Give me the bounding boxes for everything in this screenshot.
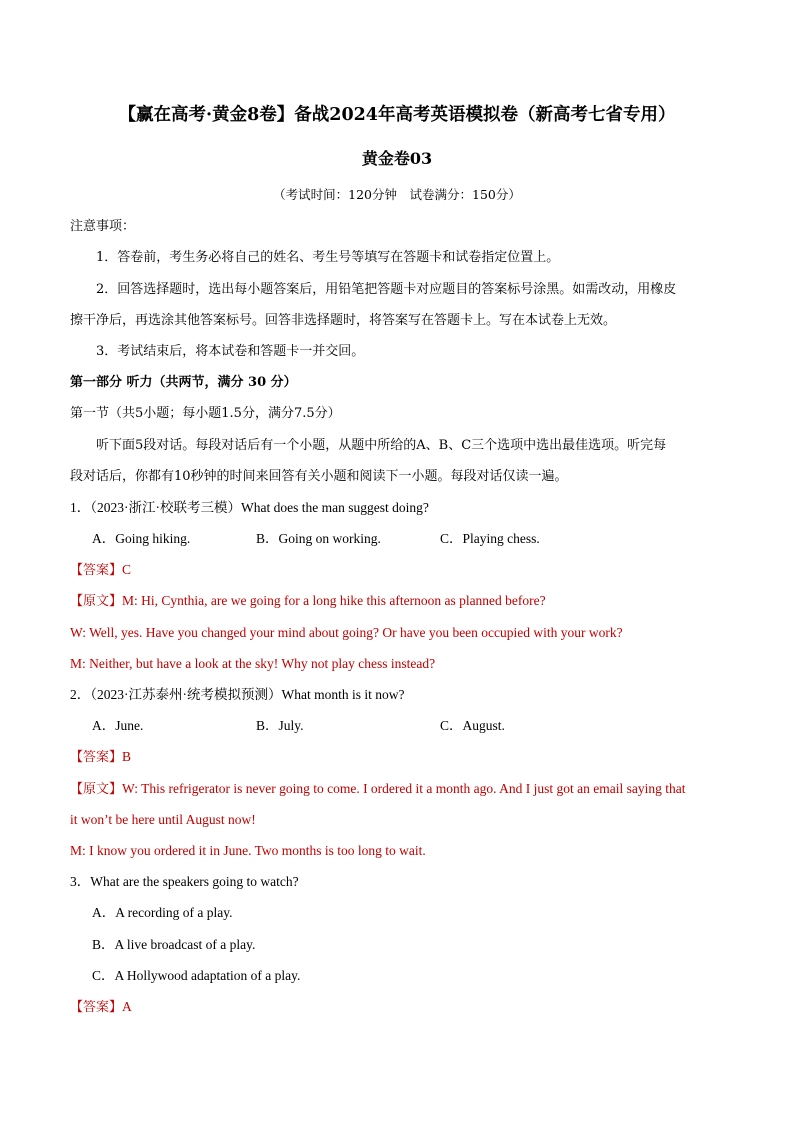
part1-heading: 第一部分 听力（共两节，满分 30 分） — [70, 375, 297, 390]
q3-option-b: B．A live broadcast of a play. — [92, 937, 256, 952]
answer-label: 【答案】 — [70, 750, 123, 765]
q1-answer: C — [122, 562, 132, 577]
question-3: 3．What are the speakers going to watch? — [70, 874, 299, 889]
notice-item-1: 1．答卷前，考生务必将自己的姓名、考生号等填写在答题卡和试卷指定位置上。 — [96, 250, 560, 265]
notice-heading: 注意事项： — [70, 219, 136, 234]
q1-transcript-1: M: Hi, Cynthia, are we going for a long hike this afternoon as planned before? — [122, 593, 546, 608]
section1-heading: 第一节（共5小题；每小题1.5分，满分7.5分） — [70, 406, 341, 421]
notice-item-2-line-1: 2．回答选择题时，选出每小题答案后，用铅笔把答题卡对应题目的答案标号涂黑。如需改动，用橡皮 — [96, 282, 677, 297]
q2-option-b: B．July. — [256, 718, 304, 733]
q3-answer: A — [122, 999, 132, 1014]
q2-transcript-1b: it won’t be here until August now! — [70, 812, 256, 827]
q2-answer-row — [70, 748, 131, 767]
q1-option-c: C．Playing chess. — [440, 531, 540, 546]
q3-option-c: C．A Hollywood adaptation of a play. — [92, 968, 301, 983]
q1-answer-row — [70, 561, 131, 580]
answer-label: 【答案】 — [70, 563, 123, 578]
q2-transcript-row-1 — [70, 780, 686, 799]
instruction-line-2: 段对话后，你都有10秒钟的时间来回答有关小题和阅读下一小题。每段对话仅读一遍。 — [70, 469, 568, 484]
q2-transcript-2: M: I know you ordered it in June. Two months is too long to wait. — [70, 843, 426, 858]
q2-answer: B — [122, 749, 132, 764]
q1-transcript-2: W: Well, yes. Have you changed your mind about going? Or have you been occupied with your work? — [70, 625, 623, 640]
q2-transcript-1: W: This refrigerator is never going to come. I ordered it a month ago. And I just got an email saying that — [122, 781, 686, 796]
question-1: 1．（2023·浙江·校联考三模）What does the man suggest doing? — [70, 500, 429, 515]
question-2: 2．（2023·江苏泰州·统考模拟预测）What month is it now? — [70, 687, 405, 702]
original-label: 【原文】 — [70, 594, 123, 609]
q2-option-a: A．June. — [92, 718, 144, 733]
q3-option-a: A．A recording of a play. — [92, 905, 233, 920]
exam-info: （考试时间：120分钟 试卷满分：150分） — [273, 187, 521, 202]
original-label: 【原文】 — [70, 782, 123, 797]
notice-item-2-line-2: 擦干净后，再选涂其他答案标号。回答非选择题时，将答案写在答题卡上。写在本试卷上无效。 — [70, 313, 617, 328]
q3-answer-row — [70, 998, 132, 1017]
page-subtitle: 黄金卷03 — [361, 149, 433, 168]
page-title: 【赢在高考·黄金8卷】备战2024年高考英语模拟卷（新高考七省专用） — [118, 105, 676, 125]
q1-transcript-row-1 — [70, 592, 546, 611]
q1-option-b: B．Going on working. — [256, 531, 381, 546]
answer-label: 【答案】 — [70, 1000, 123, 1015]
instruction-line-1: 听下面5段对话。每段对话后有一个小题，从题中所给的A、B、C三个选项中选出最佳选项。听完每 — [96, 438, 667, 453]
notice-item-3: 3．考试结束后，将本试卷和答题卡一并交回。 — [96, 344, 365, 359]
q1-option-a: A．Going hiking. — [92, 531, 191, 546]
q1-transcript-3: M: Neither, but have a look at the sky! Why not play chess instead? — [70, 656, 436, 671]
q2-option-c: C．August. — [440, 718, 505, 733]
